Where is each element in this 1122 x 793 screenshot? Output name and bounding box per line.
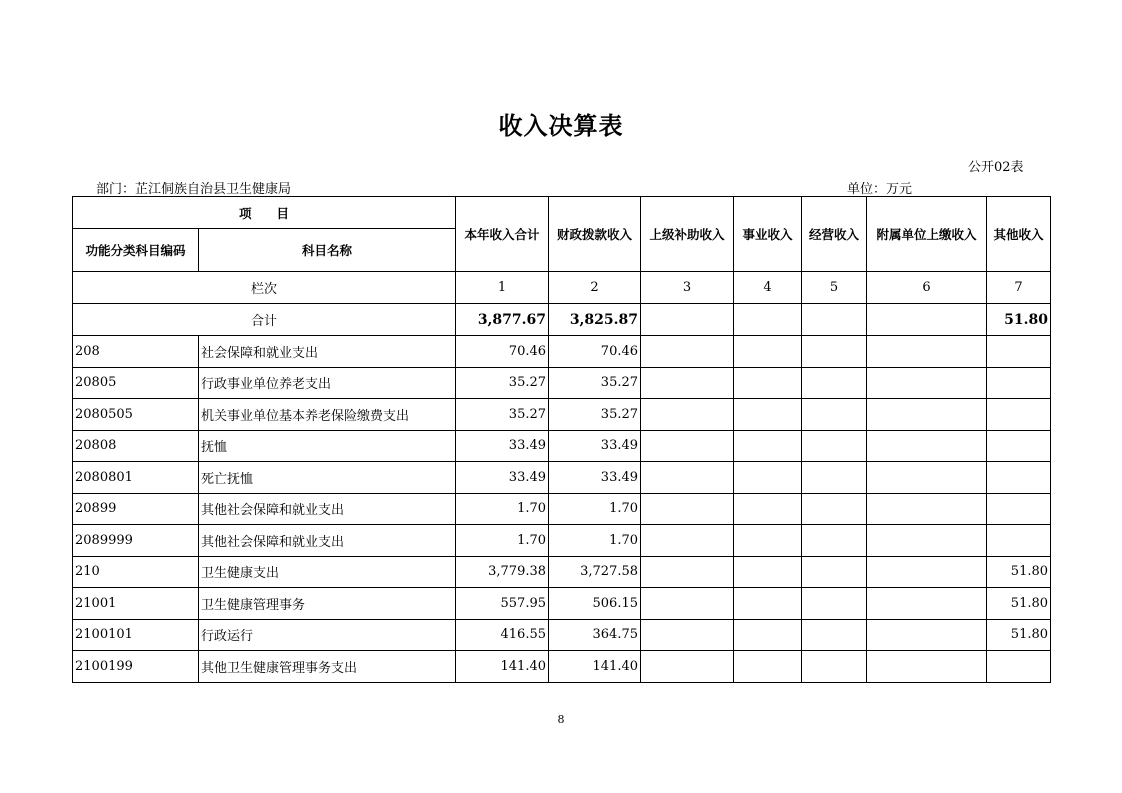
row-value xyxy=(734,493,802,525)
table-row xyxy=(73,556,1051,588)
total-row xyxy=(73,304,1051,336)
row-value: 51.80 xyxy=(987,619,1051,651)
column-number: 6 xyxy=(867,272,987,304)
row-value xyxy=(734,651,802,683)
department-label: 部门：芷江侗族自治县卫生健康局 xyxy=(96,182,292,197)
row-value: 51.80 xyxy=(987,556,1051,588)
row-value xyxy=(734,619,802,651)
header-col-affiliated: 附属单位上缴收入 xyxy=(867,197,987,272)
total-value xyxy=(734,304,802,336)
row-code: 2080505 xyxy=(73,399,199,431)
row-value xyxy=(641,619,734,651)
row-value: 35.27 xyxy=(549,399,641,431)
row-name: 其他卫生健康管理事务支出 xyxy=(199,651,456,683)
total-value xyxy=(641,304,734,336)
row-value: 3,727.58 xyxy=(549,556,641,588)
row-name: 行政事业单位养老支出 xyxy=(199,367,456,399)
row-value xyxy=(802,619,867,651)
table-row xyxy=(73,619,1051,651)
row-value xyxy=(641,588,734,620)
row-name: 卫生健康支出 xyxy=(199,556,456,588)
row-value: 35.27 xyxy=(456,367,549,399)
row-code: 210 xyxy=(73,556,199,588)
total-value: 51.80 xyxy=(987,304,1051,336)
row-value xyxy=(987,336,1051,368)
row-value xyxy=(734,556,802,588)
row-value xyxy=(802,430,867,462)
row-value xyxy=(641,651,734,683)
row-value: 1.70 xyxy=(549,525,641,557)
row-value xyxy=(867,430,987,462)
total-value: 3,825.87 xyxy=(549,304,641,336)
row-value: 141.40 xyxy=(549,651,641,683)
row-value xyxy=(734,430,802,462)
column-number: 7 xyxy=(987,272,1051,304)
row-value: 35.27 xyxy=(456,399,549,431)
row-value xyxy=(987,651,1051,683)
row-value: 33.49 xyxy=(456,462,549,494)
header-col-other: 其他收入 xyxy=(987,197,1051,272)
table-row xyxy=(73,462,1051,494)
row-value xyxy=(641,462,734,494)
row-name: 卫生健康管理事务 xyxy=(199,588,456,620)
row-value xyxy=(802,556,867,588)
row-value: 3,779.38 xyxy=(456,556,549,588)
row-value: 51.80 xyxy=(987,588,1051,620)
row-code: 2089999 xyxy=(73,525,199,557)
row-value xyxy=(987,462,1051,494)
header-item: 项 目 xyxy=(73,197,456,229)
row-value: 70.46 xyxy=(549,336,641,368)
row-name: 社会保障和就业支出 xyxy=(199,336,456,368)
row-value: 1.70 xyxy=(549,493,641,525)
row-value: 33.49 xyxy=(549,462,641,494)
header-row-1 xyxy=(73,197,1051,229)
row-name: 抚恤 xyxy=(199,430,456,462)
row-value xyxy=(802,651,867,683)
total-value: 3,877.67 xyxy=(456,304,549,336)
row-code: 20808 xyxy=(73,430,199,462)
row-value: 70.46 xyxy=(456,336,549,368)
header-name: 科目名称 xyxy=(199,229,456,272)
row-code: 20805 xyxy=(73,367,199,399)
row-value xyxy=(734,588,802,620)
row-value xyxy=(867,367,987,399)
column-number: 3 xyxy=(641,272,734,304)
page-title: 收入决算表 xyxy=(498,112,624,140)
column-number: 5 xyxy=(802,272,867,304)
row-value xyxy=(641,367,734,399)
row-value xyxy=(867,556,987,588)
header-col-operating: 经营收入 xyxy=(802,197,867,272)
table-row xyxy=(73,367,1051,399)
row-value xyxy=(641,525,734,557)
total-value xyxy=(867,304,987,336)
row-value: 364.75 xyxy=(549,619,641,651)
row-code: 20899 xyxy=(73,493,199,525)
row-code: 21001 xyxy=(73,588,199,620)
header-col-total: 本年收入合计 xyxy=(456,197,549,272)
row-value xyxy=(867,588,987,620)
row-value xyxy=(734,462,802,494)
row-value xyxy=(867,619,987,651)
column-number: 1 xyxy=(456,272,549,304)
row-value xyxy=(867,462,987,494)
row-value: 1.70 xyxy=(456,493,549,525)
row-value: 557.95 xyxy=(456,588,549,620)
row-value xyxy=(641,556,734,588)
row-name: 机关事业单位基本养老保险缴费支出 xyxy=(199,399,456,431)
page-number: 8 xyxy=(557,713,565,726)
row-name: 其他社会保障和就业支出 xyxy=(199,493,456,525)
row-code: 2100101 xyxy=(73,619,199,651)
row-code: 2100199 xyxy=(73,651,199,683)
row-name: 行政运行 xyxy=(199,619,456,651)
row-value xyxy=(987,493,1051,525)
total-label: 合计 xyxy=(73,304,456,336)
row-value xyxy=(802,399,867,431)
row-value xyxy=(867,399,987,431)
row-name: 死亡抚恤 xyxy=(199,462,456,494)
unit-label: 单位：万元 xyxy=(847,182,913,197)
row-value xyxy=(987,399,1051,431)
table-row xyxy=(73,399,1051,431)
header-col-superior: 上级补助收入 xyxy=(641,197,734,272)
row-code: 208 xyxy=(73,336,199,368)
row-value xyxy=(734,525,802,557)
row-value xyxy=(987,525,1051,557)
header-code: 功能分类科目编码 xyxy=(73,229,199,272)
row-value: 35.27 xyxy=(549,367,641,399)
table-row xyxy=(73,493,1051,525)
row-code: 2080801 xyxy=(73,462,199,494)
column-number-label: 栏次 xyxy=(73,272,456,304)
row-value xyxy=(802,525,867,557)
row-value: 141.40 xyxy=(456,651,549,683)
row-value xyxy=(802,462,867,494)
row-value: 33.49 xyxy=(456,430,549,462)
row-value xyxy=(641,430,734,462)
row-value xyxy=(734,399,802,431)
data-rows xyxy=(73,336,1051,683)
column-number: 4 xyxy=(734,272,802,304)
row-value xyxy=(734,336,802,368)
row-value xyxy=(867,651,987,683)
table-row xyxy=(73,336,1051,368)
header-col-fiscal: 财政拨款收入 xyxy=(549,197,641,272)
total-value xyxy=(802,304,867,336)
table-row xyxy=(73,588,1051,620)
row-name: 其他社会保障和就业支出 xyxy=(199,525,456,557)
row-value xyxy=(641,493,734,525)
row-value xyxy=(641,399,734,431)
table-row xyxy=(73,525,1051,557)
form-number: 公开02表 xyxy=(968,160,1024,175)
row-value xyxy=(802,336,867,368)
row-value xyxy=(802,367,867,399)
table-row xyxy=(73,651,1051,683)
column-number: 2 xyxy=(549,272,641,304)
row-value xyxy=(734,367,802,399)
row-value xyxy=(802,493,867,525)
row-value xyxy=(867,493,987,525)
row-value xyxy=(641,336,734,368)
row-value: 416.55 xyxy=(456,619,549,651)
row-value xyxy=(802,588,867,620)
row-value: 506.15 xyxy=(549,588,641,620)
row-value: 1.70 xyxy=(456,525,549,557)
row-value xyxy=(987,367,1051,399)
header-col-business: 事业收入 xyxy=(734,197,802,272)
income-final-accounts-table xyxy=(72,196,1051,683)
row-value: 33.49 xyxy=(549,430,641,462)
row-value xyxy=(867,525,987,557)
table-row xyxy=(73,430,1051,462)
column-number-row xyxy=(73,272,1051,304)
row-value xyxy=(867,336,987,368)
row-value xyxy=(987,430,1051,462)
